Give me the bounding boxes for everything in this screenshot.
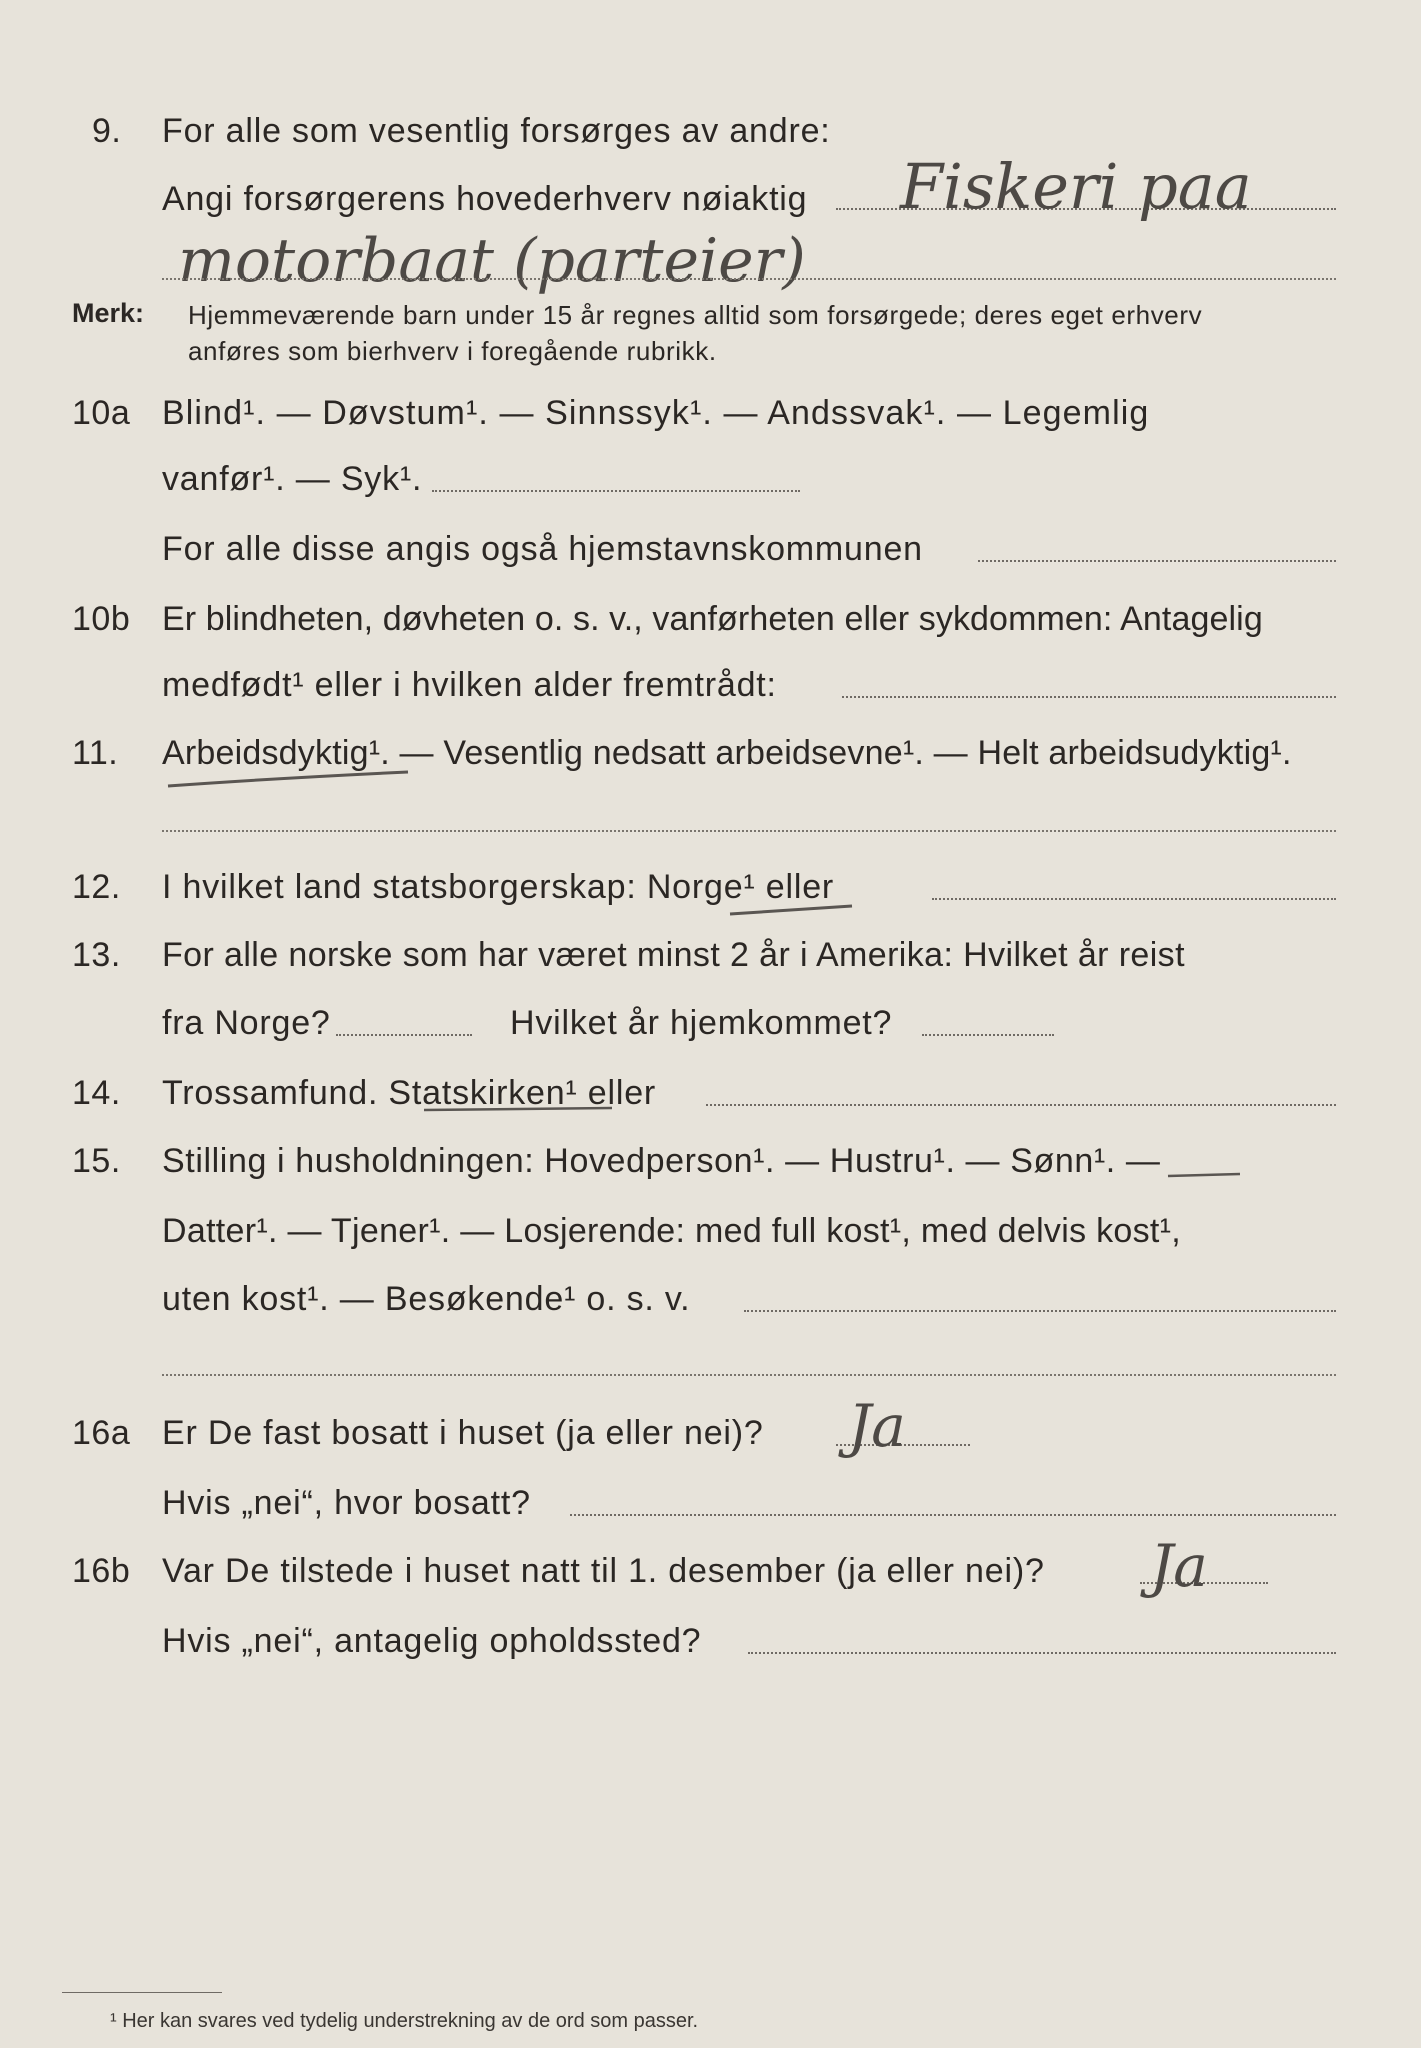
q10a-line2: vanfør¹. — Syk¹. (162, 460, 423, 498)
q9-handwritten-answer-2: motorbaat (parteier) (178, 226, 806, 296)
q15-line3: uten kost¹. — Besøkende¹ o. s. v. (162, 1280, 691, 1318)
q9-line2: Angi forsørgerens hovederhverv nøiaktig (162, 180, 808, 218)
q10b-number: 10b (72, 600, 131, 638)
q10a-line1: Blind¹. — Døvstum¹. — Sinnssyk¹. — Andssvak¹. — Legemlig (162, 394, 1150, 432)
q9-handwritten-answer-1: Fiskeri paa (900, 150, 1252, 223)
q16b-line1: Var De tilstede i huset natt til 1. desember (ja eller nei)? (162, 1552, 1045, 1590)
q15-line1: Stilling i husholdningen: Hovedperson¹. — Hustru¹. — Sønn¹. — (162, 1142, 1161, 1180)
q13-number: 13. (72, 936, 121, 974)
footnote-text: ¹ Her kan svares ved tydelig understrekning av de ord som passer. (110, 2010, 699, 2032)
underline-statskirken (424, 1108, 612, 1110)
q10b-line1: Er blindheten, døvheten o. s. v., vanførheten eller sykdommen: Antagelig (162, 600, 1263, 638)
merk-line2: anføres som bierhverv i foregående rubrikk. (188, 336, 717, 366)
q12-number: 12. (72, 868, 121, 906)
q13-line2a: fra Norge? (162, 1004, 331, 1042)
merk-label: Merk: (72, 298, 145, 328)
underline-arbeidsdyktig (168, 772, 408, 786)
q10a-line3: For alle disse angis også hjemstavnskommunen (162, 530, 923, 568)
q15-number: 15. (72, 1142, 121, 1180)
q9-number: 9. (92, 112, 122, 150)
q16a-line1: Er De fast bosatt i huset (ja eller nei)? (162, 1414, 764, 1452)
q14-number: 14. (72, 1074, 121, 1112)
q10a-number: 10a (72, 394, 131, 432)
q10b-line2: medfødt¹ eller i hvilken alder fremtrådt: (162, 666, 777, 704)
underline-sonn (1168, 1174, 1240, 1176)
q12-line1: I hvilket land statsborgerskap: Norge¹ eller (162, 868, 835, 906)
merk-line1: Hjemmeværende barn under 15 år regnes alltid som forsørgede; deres eget erhverv (188, 300, 1203, 330)
q13-line1: For alle norske som har været minst 2 år i Amerika: Hvilket år reist (162, 936, 1185, 974)
q11-number: 11. (72, 734, 119, 772)
q9-line1: For alle som vesentlig forsørges av andre: (162, 112, 831, 150)
q16a-line2: Hvis „nei“, hvor bosatt? (162, 1484, 531, 1522)
q16b-handwritten-answer: Ja (1150, 1532, 1208, 1600)
q13-line2b: Hvilket år hjemkommet? (510, 1004, 893, 1042)
q16a-handwritten-answer: Ja (848, 1392, 906, 1460)
q16a-number: 16a (72, 1414, 131, 1452)
q16b-number: 16b (72, 1552, 131, 1590)
q16b-line2: Hvis „nei“, antagelig opholdssted? (162, 1622, 702, 1660)
underline-norge (730, 906, 852, 914)
q11-line1: Arbeidsdyktig¹. — Vesentlig nedsatt arbeidsevne¹. — Helt arbeidsudyktig¹. (162, 734, 1292, 772)
q14-line1: Trossamfund. Statskirken¹ eller (162, 1074, 657, 1112)
q15-line2: Datter¹. — Tjener¹. — Losjerende: med full kost¹, med delvis kost¹, (162, 1212, 1182, 1250)
